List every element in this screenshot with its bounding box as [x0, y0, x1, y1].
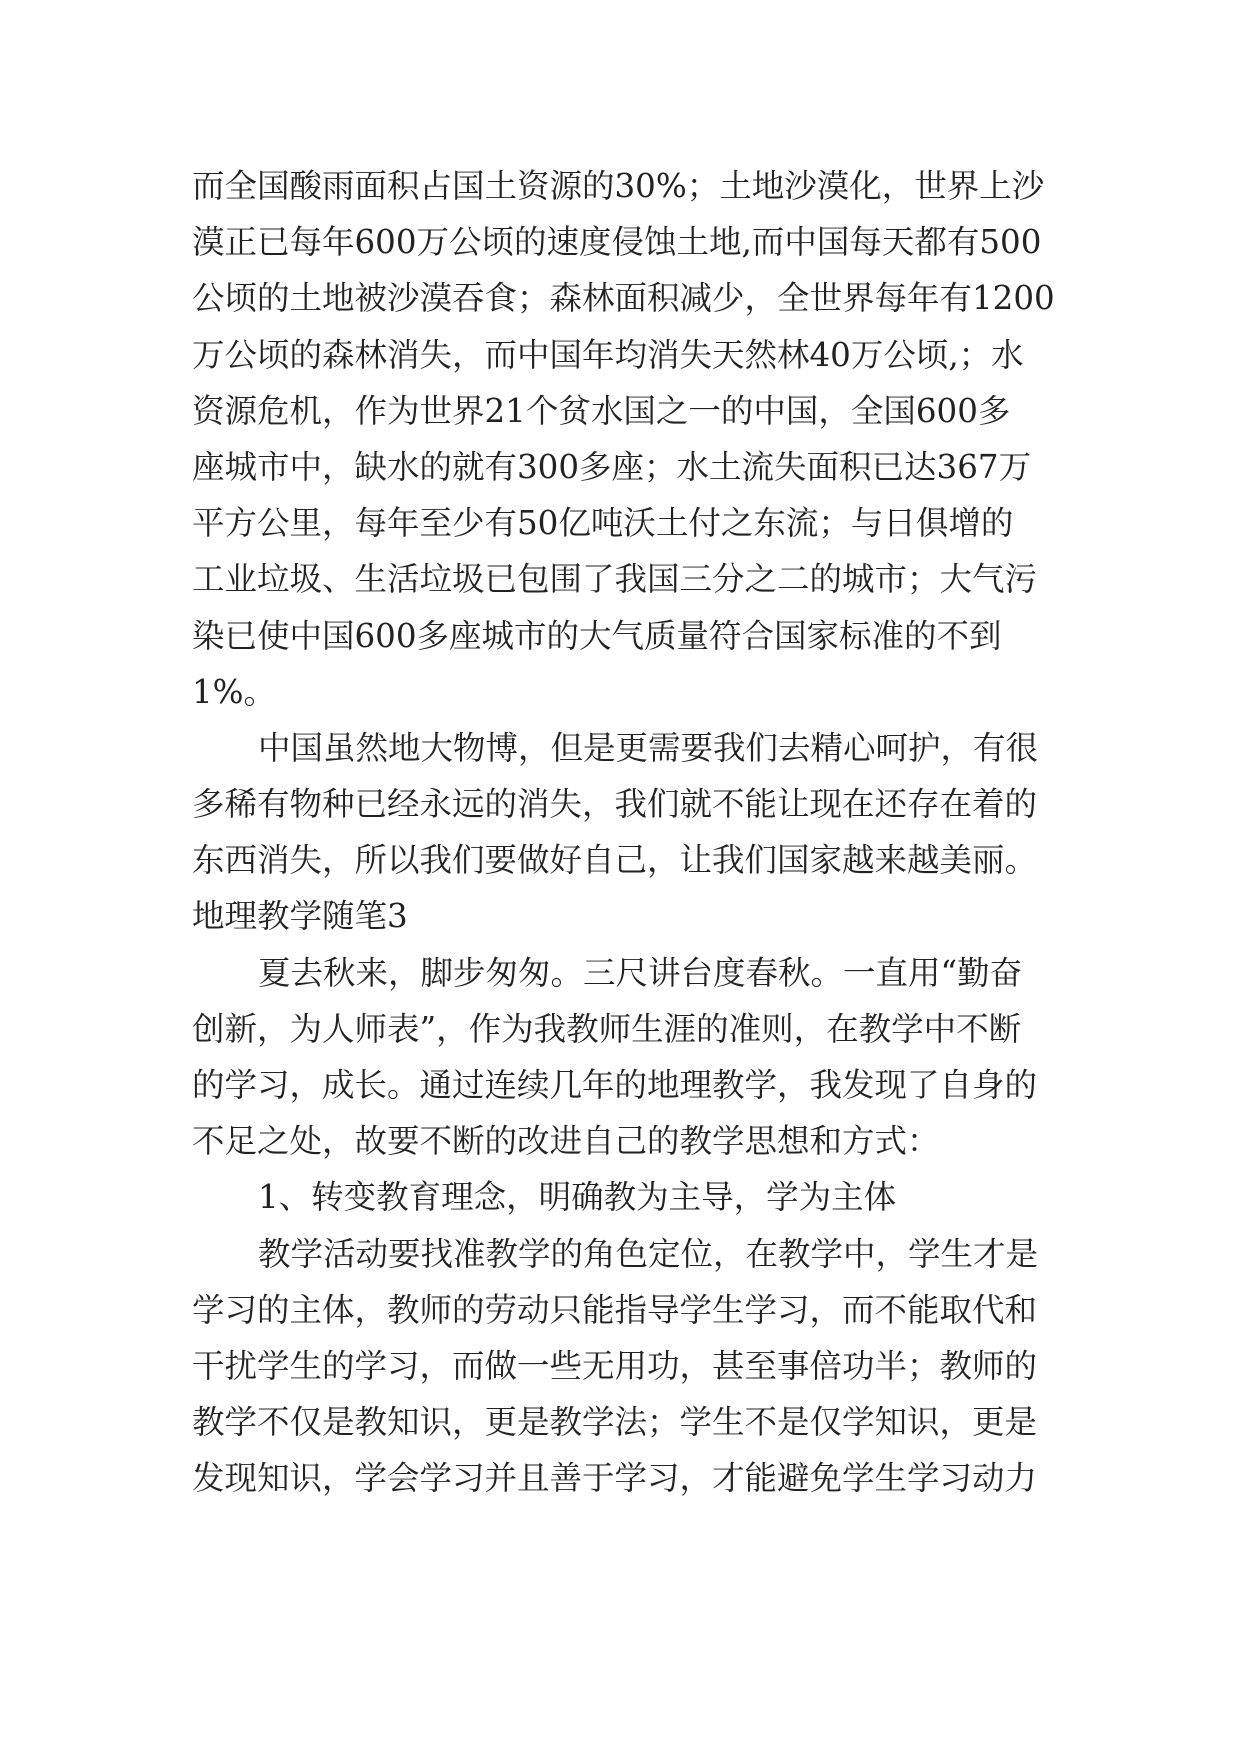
- text-line: 而全国酸雨面积占国土资源的30%；土地沙漠化，世界上沙: [192, 167, 1045, 205]
- text-line: 多稀有物种已经永远的消失，我们就不能让现在还存在着的: [192, 785, 1038, 824]
- text-line: 教学不仅是教知识，更是教学法；学生不是仅学知识，更是: [192, 1403, 1038, 1442]
- document-body: [192, 158, 1055, 1507]
- text-line: 干扰学生的学习，而做一些无用功，甚至事倍功半；教师的: [192, 1346, 1038, 1385]
- text-line: 中国虽然地大物博，但是更需要我们去精心呵护，有很: [258, 728, 1039, 767]
- text-line: 东西消失，所以我们要做好自己，让我们国家越来越美丽。: [192, 841, 1038, 880]
- text-line: 地理教学随笔3: [192, 897, 408, 936]
- text-line: 不足之处，故要不断的改进自己的教学思想和方式：: [192, 1122, 940, 1161]
- text-line: 资源危机，作为世界21个贫水国之一的中国，全国600多: [192, 391, 1011, 430]
- text-line: 万公顷的森林消失，而中国年均消失天然林40万公顷,；水: [192, 335, 1024, 374]
- text-line: 教学活动要找准教学的角色定位，在教学中，学生才是: [258, 1234, 1039, 1273]
- text-line: 工业垃圾、生活垃圾已包围了我国三分之二的城市；大气污: [192, 560, 1038, 599]
- text-line: 1、转变教育理念，明确教为主导，学为主体: [258, 1178, 897, 1217]
- text-line: 发现知识，学会学习并且善于学习，才能避免学生学习动力: [192, 1459, 1038, 1498]
- text-line: 漠正已每年600万公顷的速度侵蚀土地,而中国每天都有500: [192, 223, 1042, 262]
- text-line: 染已使中国600多座城市的大气质量符合国家标准的不到: [192, 616, 1002, 655]
- text-line: 平方公里，每年至少有50亿吨沃土付之东流；与日俱增的: [192, 504, 1014, 543]
- text-line: 1%。: [192, 672, 277, 711]
- text-line: 公顷的土地被沙漠吞食；森林面积减少，全世界每年有1200: [192, 279, 1055, 318]
- text-line: 座城市中，缺水的就有300多座；水土流失面积已达367万: [192, 447, 1032, 486]
- text-line: 学习的主体，教师的劳动只能指导学生学习，而不能取代和: [192, 1290, 1038, 1329]
- text-line: 夏去秋来，脚步匆匆。三尺讲台度春秋。一直用“勤奋: [258, 953, 1023, 992]
- text-line: 的学习，成长。通过连续几年的地理教学，我发现了自身的: [192, 1066, 1038, 1104]
- text-line: 创新，为人师表”，作为我教师生涯的准则，在教学中不断: [192, 1009, 1022, 1048]
